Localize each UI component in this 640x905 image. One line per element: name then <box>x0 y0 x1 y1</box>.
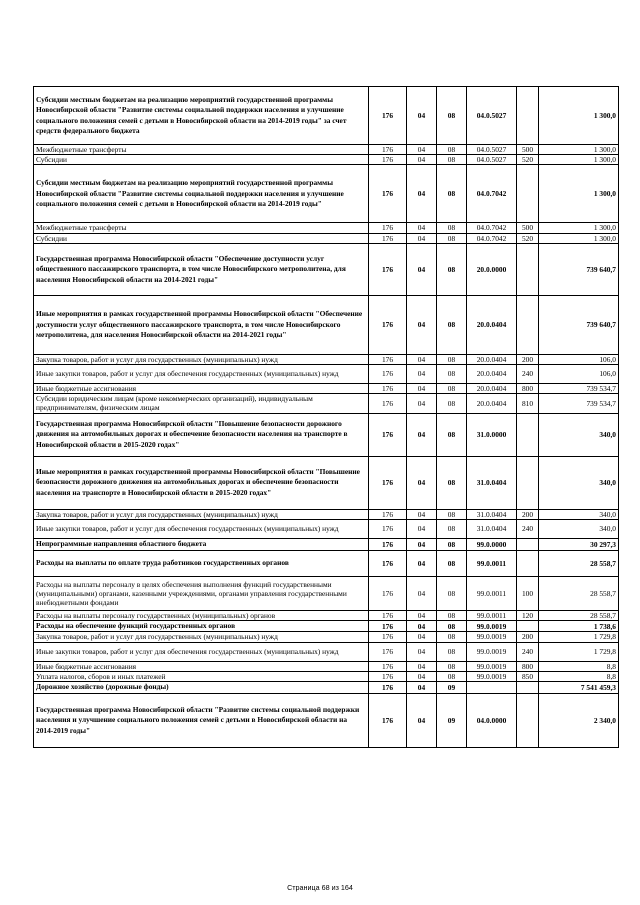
cell-rz: 04 <box>407 165 437 223</box>
cell-rz: 04 <box>407 87 437 145</box>
page-number: Страница 68 из 164 <box>287 883 353 892</box>
cell-pr: 08 <box>437 538 467 550</box>
cell-rz: 04 <box>407 394 437 413</box>
cell-pr: 08 <box>437 394 467 413</box>
cell-csr: 04.0.5027 <box>467 87 517 145</box>
cell-ved: 176 <box>369 550 407 576</box>
cell-sum: 8,8 <box>539 661 619 671</box>
cell-rz: 04 <box>407 576 437 610</box>
cell-sum: 106,0 <box>539 365 619 384</box>
table-row <box>34 671 619 681</box>
cell-pr: 08 <box>437 413 467 456</box>
cell-ved: 176 <box>369 632 407 642</box>
cell-vr <box>517 165 539 223</box>
cell-sum: 340,0 <box>539 519 619 538</box>
table-row <box>34 509 619 519</box>
cell-name: Расходы на выплаты персоналу в целях обеспечения выполнения функций государственными (муниципальными) органами, казенными учреждениями, органами управления государственными внебюджетными фондами <box>34 576 369 610</box>
cell-pr: 08 <box>437 233 467 243</box>
table-row <box>34 576 619 610</box>
cell-sum: 1 300,0 <box>539 223 619 233</box>
table-row <box>34 682 619 694</box>
cell-vr <box>517 550 539 576</box>
cell-sum: 28 558,7 <box>539 576 619 610</box>
table-row <box>34 642 619 661</box>
table-row <box>34 384 619 394</box>
cell-pr: 08 <box>437 243 467 295</box>
cell-vr <box>517 621 539 632</box>
cell-pr: 08 <box>437 155 467 165</box>
cell-ved: 176 <box>369 384 407 394</box>
cell-csr: 04.0.7042 <box>467 165 517 223</box>
table-row <box>34 632 619 642</box>
cell-vr: 200 <box>517 509 539 519</box>
cell-sum: 340,0 <box>539 413 619 456</box>
cell-pr: 08 <box>437 610 467 620</box>
cell-csr: 99.0.0019 <box>467 642 517 661</box>
cell-pr: 08 <box>437 576 467 610</box>
cell-pr: 08 <box>437 295 467 354</box>
table-row <box>34 610 619 620</box>
cell-sum: 739 534,7 <box>539 394 619 413</box>
cell-ved: 176 <box>369 509 407 519</box>
cell-rz: 04 <box>407 682 437 694</box>
cell-ved: 176 <box>369 538 407 550</box>
cell-rz: 04 <box>407 642 437 661</box>
table-row <box>34 354 619 364</box>
budget-table <box>33 86 619 748</box>
cell-rz: 04 <box>407 413 437 456</box>
cell-rz: 04 <box>407 550 437 576</box>
cell-csr: 20.0.0000 <box>467 243 517 295</box>
cell-ved: 176 <box>369 295 407 354</box>
cell-name: Расходы на выплаты персоналу государственных (муниципальных) органов <box>34 610 369 620</box>
cell-name: Субсидии местным бюджетам на реализацию мероприятий государственной программы Новосибирской области "Развитие системы социальной поддержки населения и улучшение социального положения семей с детьми в Новосибирской области на 2014-2019 годы" <box>34 165 369 223</box>
cell-sum: 340,0 <box>539 509 619 519</box>
cell-ved: 176 <box>369 694 407 748</box>
cell-ved: 176 <box>369 456 407 509</box>
cell-csr: 99.0.0011 <box>467 576 517 610</box>
cell-sum: 1 300,0 <box>539 233 619 243</box>
cell-vr: 800 <box>517 661 539 671</box>
table-row <box>34 165 619 223</box>
cell-pr: 08 <box>437 519 467 538</box>
cell-csr: 99.0.0019 <box>467 621 517 632</box>
table-row <box>34 394 619 413</box>
cell-sum: 1 300,0 <box>539 87 619 145</box>
cell-csr: 20.0.0404 <box>467 354 517 364</box>
cell-pr: 08 <box>437 87 467 145</box>
cell-ved: 176 <box>369 671 407 681</box>
cell-rz: 04 <box>407 243 437 295</box>
cell-csr: 20.0.0404 <box>467 365 517 384</box>
cell-sum: 28 558,7 <box>539 610 619 620</box>
cell-sum: 739 640,7 <box>539 295 619 354</box>
cell-rz: 04 <box>407 610 437 620</box>
cell-sum: 7 541 459,3 <box>539 682 619 694</box>
cell-rz: 04 <box>407 223 437 233</box>
cell-name: Государственная программа Новосибирской области "Обеспечение доступности услуг общественного пассажирского транспорта, в том числе Новосибирского метрополитена, для населения Новосибирской области на 2014-2021 годы" <box>34 243 369 295</box>
cell-name: Иные закупки товаров, работ и услуг для обеспечения государственных (муниципальных) нужд <box>34 642 369 661</box>
cell-vr: 240 <box>517 642 539 661</box>
cell-vr: 240 <box>517 519 539 538</box>
table-row <box>34 413 619 456</box>
cell-pr: 08 <box>437 632 467 642</box>
cell-csr: 04.0.5027 <box>467 155 517 165</box>
cell-vr: 800 <box>517 384 539 394</box>
cell-vr: 200 <box>517 632 539 642</box>
cell-name: Иные закупки товаров, работ и услуг для обеспечения государственных (муниципальных) нужд <box>34 365 369 384</box>
cell-sum: 739 640,7 <box>539 243 619 295</box>
cell-csr: 04.0.0000 <box>467 694 517 748</box>
cell-name: Непрограммные направления областного бюджета <box>34 538 369 550</box>
cell-ved: 176 <box>369 145 407 155</box>
table-row <box>34 223 619 233</box>
cell-sum: 1 729,8 <box>539 632 619 642</box>
cell-csr: 31.0.0404 <box>467 519 517 538</box>
table-row <box>34 295 619 354</box>
cell-pr: 09 <box>437 694 467 748</box>
cell-rz: 04 <box>407 621 437 632</box>
cell-vr <box>517 243 539 295</box>
cell-ved: 176 <box>369 233 407 243</box>
cell-name: Государственная программа Новосибирской области "Повышение безопасности дорожного движения на автомобильных дорогах и обеспечение безопасности населения на транспорте в Новосибирской области в 2015-2020 годах" <box>34 413 369 456</box>
cell-sum: 30 297,3 <box>539 538 619 550</box>
cell-pr: 08 <box>437 642 467 661</box>
cell-sum: 1 300,0 <box>539 145 619 155</box>
cell-vr: 850 <box>517 671 539 681</box>
table-row <box>34 365 619 384</box>
cell-name: Расходы на обеспечение функций государственных органов <box>34 621 369 632</box>
cell-pr: 08 <box>437 165 467 223</box>
cell-sum: 1 300,0 <box>539 155 619 165</box>
cell-vr: 810 <box>517 394 539 413</box>
cell-pr: 08 <box>437 145 467 155</box>
cell-ved: 176 <box>369 610 407 620</box>
cell-rz: 04 <box>407 155 437 165</box>
cell-name: Иные мероприятия в рамках государственной программы Новосибирской области "Повышение безопасности дорожного движения на автомобильных дорогах и обеспечение безопасности населения на транспорте в Новосибирской области в 2015-2020 годах" <box>34 456 369 509</box>
cell-sum: 1 729,8 <box>539 642 619 661</box>
cell-csr <box>467 682 517 694</box>
cell-vr: 520 <box>517 233 539 243</box>
cell-csr: 99.0.0019 <box>467 671 517 681</box>
cell-name: Субсидии <box>34 233 369 243</box>
cell-rz: 04 <box>407 671 437 681</box>
table-row <box>34 155 619 165</box>
cell-ved: 176 <box>369 243 407 295</box>
cell-pr: 08 <box>437 365 467 384</box>
cell-name: Межбюджетные трансферты <box>34 145 369 155</box>
cell-pr: 08 <box>437 354 467 364</box>
cell-vr <box>517 456 539 509</box>
cell-ved: 176 <box>369 682 407 694</box>
cell-rz: 04 <box>407 365 437 384</box>
budget-table-body <box>34 87 619 748</box>
cell-ved: 176 <box>369 642 407 661</box>
cell-sum: 8,8 <box>539 671 619 681</box>
cell-ved: 176 <box>369 365 407 384</box>
cell-name: Иные закупки товаров, работ и услуг для обеспечения государственных (муниципальных) нужд <box>34 519 369 538</box>
table-row <box>34 538 619 550</box>
cell-ved: 176 <box>369 394 407 413</box>
cell-vr: 100 <box>517 576 539 610</box>
cell-csr: 31.0.0000 <box>467 413 517 456</box>
cell-csr: 31.0.0404 <box>467 456 517 509</box>
cell-csr: 04.0.5027 <box>467 145 517 155</box>
cell-name: Государственная программа Новосибирской области "Развитие системы социальной поддержки населения и улучшение социального положения семей с детьми в Новосибирской области на 2014-2019 годы" <box>34 694 369 748</box>
cell-name: Иные мероприятия в рамках государственной программы Новосибирской области "Обеспечение доступности услуг общественного пассажирского транспорта, в том числе Новосибирского метрополитена, для населения Новосибирской области на 2014-2021 годы" <box>34 295 369 354</box>
cell-name: Дорожное хозяйство (дорожные фонды) <box>34 682 369 694</box>
cell-sum: 2 340,0 <box>539 694 619 748</box>
cell-csr: 99.0.0011 <box>467 550 517 576</box>
cell-rz: 04 <box>407 354 437 364</box>
cell-vr <box>517 682 539 694</box>
cell-vr: 520 <box>517 155 539 165</box>
table-row <box>34 456 619 509</box>
cell-name: Иные бюджетные ассигнования <box>34 384 369 394</box>
cell-pr: 08 <box>437 621 467 632</box>
cell-csr: 20.0.0404 <box>467 295 517 354</box>
cell-pr: 08 <box>437 671 467 681</box>
cell-rz: 04 <box>407 233 437 243</box>
cell-ved: 176 <box>369 223 407 233</box>
table-row <box>34 661 619 671</box>
cell-vr <box>517 295 539 354</box>
cell-name: Закупка товаров, работ и услуг для государственных (муниципальных) нужд <box>34 354 369 364</box>
cell-csr: 20.0.0404 <box>467 384 517 394</box>
cell-csr: 20.0.0404 <box>467 394 517 413</box>
cell-pr: 09 <box>437 682 467 694</box>
cell-csr: 04.0.7042 <box>467 233 517 243</box>
cell-rz: 04 <box>407 509 437 519</box>
cell-ved: 176 <box>369 87 407 145</box>
table-row <box>34 87 619 145</box>
cell-csr: 99.0.0000 <box>467 538 517 550</box>
cell-ved: 176 <box>369 519 407 538</box>
cell-ved: 176 <box>369 576 407 610</box>
cell-ved: 176 <box>369 413 407 456</box>
cell-pr: 08 <box>437 456 467 509</box>
cell-pr: 08 <box>437 509 467 519</box>
cell-name: Субсидии <box>34 155 369 165</box>
cell-vr: 200 <box>517 354 539 364</box>
cell-ved: 176 <box>369 165 407 223</box>
table-row <box>34 145 619 155</box>
table-row <box>34 621 619 632</box>
cell-rz: 04 <box>407 694 437 748</box>
cell-csr: 31.0.0404 <box>467 509 517 519</box>
table-row <box>34 550 619 576</box>
table-row <box>34 519 619 538</box>
cell-name: Расходы на выплаты по оплате труда работников государственных органов <box>34 550 369 576</box>
cell-name: Субсидии местным бюджетам на реализацию мероприятий государственной программы Новосибирской области "Развитие системы социальной поддержки населения и улучшение социального положения семей с детьми в Новосибирской области на 2014-2019 годы" за счет средств федерального бюджета <box>34 87 369 145</box>
cell-name: Уплата налогов, сборов и иных платежей <box>34 671 369 681</box>
cell-csr: 99.0.0019 <box>467 632 517 642</box>
cell-sum: 340,0 <box>539 456 619 509</box>
cell-name: Субсидии юридическим лицам (кроме некоммерческих организаций), индивидуальным предпринимателям, физическим лицам <box>34 394 369 413</box>
cell-vr <box>517 413 539 456</box>
cell-name: Межбюджетные трансферты <box>34 223 369 233</box>
cell-ved: 176 <box>369 661 407 671</box>
cell-sum: 1 738,6 <box>539 621 619 632</box>
cell-ved: 176 <box>369 155 407 165</box>
cell-vr: 500 <box>517 145 539 155</box>
cell-rz: 04 <box>407 295 437 354</box>
cell-sum: 106,0 <box>539 354 619 364</box>
table-row <box>34 233 619 243</box>
cell-csr: 99.0.0019 <box>467 661 517 671</box>
cell-sum: 1 300,0 <box>539 165 619 223</box>
cell-csr: 99.0.0011 <box>467 610 517 620</box>
cell-rz: 04 <box>407 384 437 394</box>
cell-rz: 04 <box>407 145 437 155</box>
cell-rz: 04 <box>407 538 437 550</box>
cell-vr <box>517 538 539 550</box>
cell-sum: 28 558,7 <box>539 550 619 576</box>
table-row <box>34 694 619 748</box>
cell-name: Закупка товаров, работ и услуг для государственных (муниципальных) нужд <box>34 509 369 519</box>
cell-name: Закупка товаров, работ и услуг для государственных (муниципальных) нужд <box>34 632 369 642</box>
table-row <box>34 243 619 295</box>
cell-ved: 176 <box>369 354 407 364</box>
cell-name: Иные бюджетные ассигнования <box>34 661 369 671</box>
cell-vr <box>517 694 539 748</box>
cell-pr: 08 <box>437 661 467 671</box>
cell-ved: 176 <box>369 621 407 632</box>
cell-pr: 08 <box>437 223 467 233</box>
cell-vr: 500 <box>517 223 539 233</box>
cell-sum: 739 534,7 <box>539 384 619 394</box>
cell-vr <box>517 87 539 145</box>
cell-rz: 04 <box>407 632 437 642</box>
cell-rz: 04 <box>407 456 437 509</box>
cell-pr: 08 <box>437 384 467 394</box>
cell-rz: 04 <box>407 519 437 538</box>
cell-csr: 04.0.7042 <box>467 223 517 233</box>
cell-vr: 240 <box>517 365 539 384</box>
cell-rz: 04 <box>407 661 437 671</box>
cell-vr: 120 <box>517 610 539 620</box>
cell-pr: 08 <box>437 550 467 576</box>
